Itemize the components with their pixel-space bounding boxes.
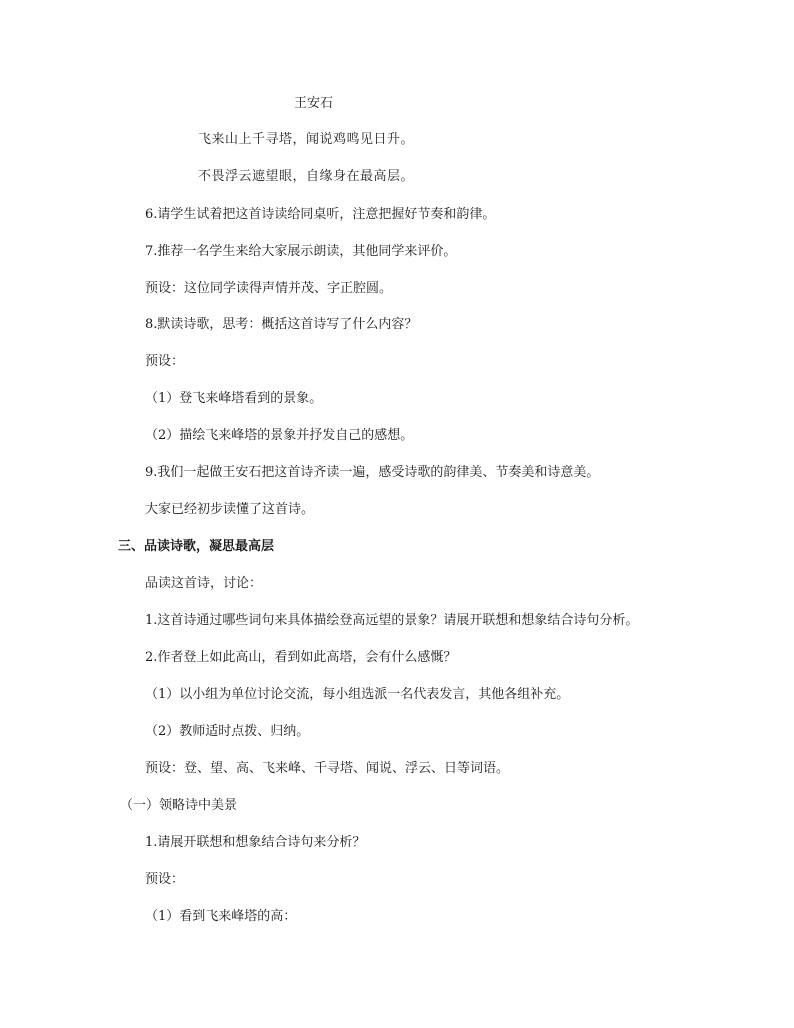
poem-line-2: 不畏浮云遮望眼，自缘身在最高层。 [198,169,415,184]
subsection-1-item-1: （1）看到飞来峰塔的高： [145,909,297,924]
section-3-question-2-item-1: （1）以小组为单位讨论交流，每小组选派一名代表发言，其他各组补充。 [145,687,570,702]
section-3-intro: 品读这首诗，讨论： [145,576,263,591]
step-9-note: 大家已经初步读懂了这首诗。 [145,502,315,517]
subsection-1-preset: 预设： [145,872,185,887]
poem-line-1: 飞来山上千寻塔，闻说鸡鸣见日升。 [198,132,415,147]
step-8-item-2: （2）描绘飞来峰塔的景象并抒发自己的感想。 [145,428,414,443]
step-6: 6.请学生试着把这首诗读给同桌听，注意把握好节奏和韵律。 [145,207,496,222]
subsection-1-heading: （一）领略诗中美景 [120,798,238,813]
step-8-preset: 预设： [145,354,185,369]
section-3-question-2: 2.作者登上如此高山，看到如此高塔，会有什么感慨？ [145,650,457,665]
step-8-item-1: （1）登飞来峰塔看到的景象。 [145,391,323,406]
poem-author: 王安石 [294,96,334,111]
section-3-question-1: 1.这首诗通过哪些词句来具体描绘登高远望的景象？请展开联想和想象结合诗句分析。 [145,613,639,628]
section-3-heading: 三、品读诗歌，凝思最高层 [118,539,275,554]
step-9: 9.我们一起做王安石把这首诗齐读一遍，感受诗歌的韵律美、节奏美和诗意美。 [145,465,600,480]
section-3-question-2-item-2: （2）教师适时点拨、归纳。 [145,724,310,739]
section-3-preset: 预设：登、望、高、飞来峰、千寻塔、闻说、浮云、日等词语。 [145,761,510,776]
subsection-1-question-1: 1.请展开联想和想象结合诗句来分析？ [145,835,366,850]
step-7-preset: 预设：这位同学读得声情并茂、字正腔圆。 [145,281,393,296]
step-8: 8.默读诗歌，思考：概括这首诗写了什么内容？ [145,317,418,332]
step-7: 7.推荐一名学生来给大家展示朗读，其他同学来评价。 [145,244,457,259]
